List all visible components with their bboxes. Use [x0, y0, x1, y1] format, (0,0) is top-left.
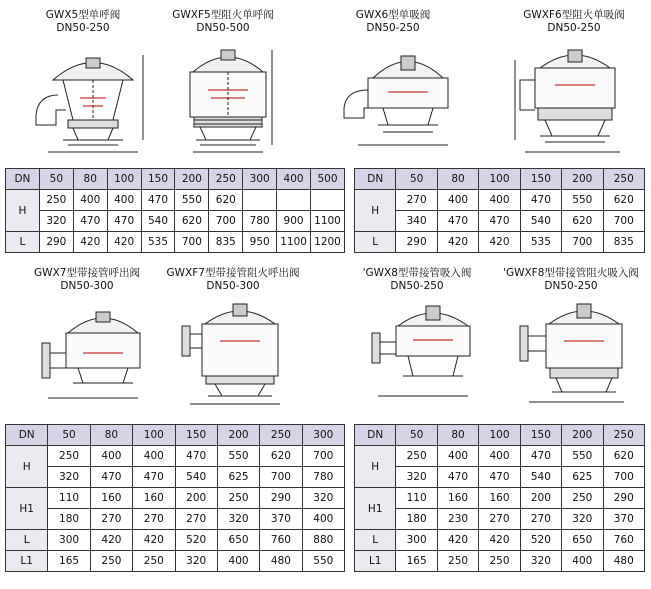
caption-size: DN50-250 [56, 22, 110, 34]
table-cell: 340 [396, 211, 437, 232]
header-cell: 200 [562, 425, 603, 446]
row-label: L [355, 232, 396, 253]
table-cell: 700 [603, 467, 644, 488]
caption-size: DN50-300 [60, 280, 114, 292]
table-cell: 290 [39, 232, 73, 253]
row-label: H [355, 190, 396, 232]
table-cell: 420 [73, 232, 107, 253]
table-cell: 270 [133, 509, 175, 530]
table-row [355, 488, 645, 509]
table-cell [243, 190, 277, 211]
row-label: L [6, 232, 40, 253]
valve-drawing-gwxf8 [514, 296, 634, 408]
caption-size: DN50-300 [206, 280, 260, 292]
table-cell: 250 [217, 488, 259, 509]
table-row [6, 190, 345, 211]
table-row [355, 551, 645, 572]
spec-table-gwx5-gwxf5 [5, 168, 345, 253]
header-cell: 200 [562, 169, 603, 190]
table-cell: 290 [396, 232, 437, 253]
table-cell: 480 [260, 551, 302, 572]
table-cell: 470 [73, 211, 107, 232]
table-cell: 760 [603, 530, 644, 551]
table-cell: 650 [562, 530, 603, 551]
table-cell: 250 [48, 446, 90, 467]
table-cell: 550 [217, 446, 259, 467]
table-cell: 620 [603, 190, 644, 211]
table-cell: 160 [479, 488, 520, 509]
table-cell: 270 [175, 509, 217, 530]
caption-gwxf5 [163, 9, 283, 35]
header-cell: 250 [603, 425, 644, 446]
table-cell: 250 [562, 488, 603, 509]
header-cell-dn: DN [355, 169, 396, 190]
table-cell: 250 [39, 190, 73, 211]
table-cell: 270 [520, 509, 561, 530]
table-cell: 400 [562, 551, 603, 572]
table-cell: 550 [175, 190, 209, 211]
table-cell: 300 [48, 530, 90, 551]
table-cell: 200 [520, 488, 561, 509]
table-cell: 520 [520, 530, 561, 551]
table-cell: 400 [302, 509, 344, 530]
caption-gwxf8 [496, 267, 646, 293]
table-cell: 880 [302, 530, 344, 551]
table-cell: 320 [396, 467, 437, 488]
header-cell-dn: DN [6, 425, 48, 446]
row-label: H [6, 190, 40, 232]
header-cell: 150 [520, 169, 561, 190]
table-cell: 420 [107, 232, 141, 253]
header-cell: 200 [217, 425, 259, 446]
table-cell: 550 [562, 190, 603, 211]
table-cell: 180 [48, 509, 90, 530]
table-cell: 270 [90, 509, 132, 530]
table-cell [311, 190, 345, 211]
table-cell: 470 [479, 467, 520, 488]
table-row [355, 211, 645, 232]
header-cell: 50 [396, 425, 437, 446]
header-cell: 300 [243, 169, 277, 190]
table-cell: 470 [133, 467, 175, 488]
table-cell: 160 [133, 488, 175, 509]
caption-model: GWXF6型阻火单吸阀 [523, 9, 625, 21]
caption-gwxf7 [158, 267, 308, 293]
valve-drawing-gwxf7 [180, 296, 290, 408]
caption-size: DN50-250 [390, 280, 444, 292]
table-cell: 950 [243, 232, 277, 253]
header-cell: 100 [133, 425, 175, 446]
caption-size: DN50-250 [366, 22, 420, 34]
table-cell: 420 [90, 530, 132, 551]
table-cell: 165 [396, 551, 437, 572]
valve-drawing-gwx6 [338, 40, 458, 158]
caption-size: DN50-250 [547, 22, 601, 34]
caption-size: DN50-500 [196, 22, 250, 34]
header-cell: 300 [302, 425, 344, 446]
row-label: H [6, 446, 48, 488]
spec-table-gwx6-gwxf6 [354, 168, 645, 253]
table-cell: 760 [260, 530, 302, 551]
header-cell: 250 [260, 425, 302, 446]
spec-table-gwx8-gwxf8 [354, 424, 645, 572]
table-row [6, 488, 345, 509]
valve-drawing-gwx7 [38, 298, 148, 408]
table-cell: 1200 [311, 232, 345, 253]
header-cell: 150 [141, 169, 175, 190]
row-label: H1 [355, 488, 396, 530]
row-label: L1 [355, 551, 396, 572]
caption-model: GWX7型带接管呼出阀 [34, 267, 140, 279]
caption-gwx5 [38, 9, 128, 35]
header-cell: 500 [311, 169, 345, 190]
table-cell: 620 [562, 211, 603, 232]
caption-gwx8 [352, 267, 482, 293]
header-cell: 80 [73, 169, 107, 190]
table-cell: 400 [437, 190, 478, 211]
header-cell: 80 [437, 169, 478, 190]
header-cell: 50 [396, 169, 437, 190]
table-cell: 470 [107, 211, 141, 232]
header-cell: 200 [175, 169, 209, 190]
table-cell: 540 [520, 211, 561, 232]
table-cell: 400 [217, 551, 259, 572]
table-cell: 835 [209, 232, 243, 253]
table-cell: 470 [479, 211, 520, 232]
table-cell: 420 [437, 232, 478, 253]
row-label: H1 [6, 488, 48, 530]
table-row [6, 551, 345, 572]
header-cell: 250 [209, 169, 243, 190]
header-cell-dn: DN [355, 425, 396, 446]
spec-table-gwx7-gwxf7 [5, 424, 345, 572]
caption-model: GWXF5型阻火单呼阀 [172, 9, 274, 21]
row-label: L1 [6, 551, 48, 572]
table-row [6, 509, 345, 530]
table-cell: 110 [396, 488, 437, 509]
caption-model: GWX6型单吸阀 [355, 9, 431, 21]
table-cell: 320 [302, 488, 344, 509]
table-cell: 625 [217, 467, 259, 488]
header-cell-dn: DN [6, 169, 40, 190]
table-cell: 370 [260, 509, 302, 530]
table-cell: 300 [396, 530, 437, 551]
table-cell: 400 [73, 190, 107, 211]
table-cell: 700 [562, 232, 603, 253]
table-cell: 400 [479, 190, 520, 211]
table-cell: 290 [260, 488, 302, 509]
header-cell: 400 [277, 169, 311, 190]
table-cell: 290 [603, 488, 644, 509]
table-cell: 650 [217, 530, 259, 551]
table-cell: 320 [520, 551, 561, 572]
table-cell: 165 [48, 551, 90, 572]
table-cell: 1100 [311, 211, 345, 232]
table-cell: 400 [133, 446, 175, 467]
table-cell: 420 [479, 530, 520, 551]
table-cell: 470 [437, 467, 478, 488]
table-cell: 700 [175, 232, 209, 253]
table-cell: 370 [603, 509, 644, 530]
row-label: L [6, 530, 48, 551]
table-cell: 535 [141, 232, 175, 253]
table-cell: 320 [217, 509, 259, 530]
header-cell: 150 [175, 425, 217, 446]
table-cell: 160 [90, 488, 132, 509]
valve-drawing-gwxf5 [178, 40, 278, 158]
table-cell: 320 [39, 211, 73, 232]
caption-size: DN50-250 [544, 280, 598, 292]
table-cell: 250 [396, 446, 437, 467]
table-row [355, 446, 645, 467]
caption-model: 'GWX8型带接管吸入阀 [362, 267, 472, 279]
header-cell: 100 [479, 169, 520, 190]
table-cell: 835 [603, 232, 644, 253]
valve-drawing-gwx5 [28, 40, 158, 158]
header-cell: 50 [39, 169, 73, 190]
table-cell: 400 [90, 446, 132, 467]
table-row [6, 232, 345, 253]
table-cell: 470 [437, 211, 478, 232]
table-cell: 400 [479, 446, 520, 467]
caption-model: GWXF7型带接管阻火呼出阀 [166, 267, 300, 279]
caption-gwxf6 [514, 9, 634, 35]
table-cell: 780 [302, 467, 344, 488]
table-cell: 470 [520, 446, 561, 467]
row-label: L [355, 530, 396, 551]
header-cell: 100 [479, 425, 520, 446]
table-cell: 540 [175, 467, 217, 488]
table-cell: 540 [141, 211, 175, 232]
table-cell: 400 [437, 446, 478, 467]
table-row [355, 530, 645, 551]
caption-model: 'GWXF8型带接管阻火吸入阀 [503, 267, 639, 279]
table-cell: 470 [141, 190, 175, 211]
table-cell: 470 [175, 446, 217, 467]
table-cell: 180 [396, 509, 437, 530]
table-cell: 250 [133, 551, 175, 572]
table-cell: 420 [479, 232, 520, 253]
header-cell: 50 [48, 425, 90, 446]
valve-drawing-gwxf6 [510, 40, 630, 158]
table-row [355, 509, 645, 530]
table-header-row [6, 169, 345, 190]
table-cell: 620 [603, 446, 644, 467]
table-header-row [355, 425, 645, 446]
table-cell: 700 [260, 467, 302, 488]
table-row [6, 446, 345, 467]
table-cell: 320 [48, 467, 90, 488]
table-cell: 540 [520, 467, 561, 488]
header-cell: 150 [520, 425, 561, 446]
table-cell: 160 [437, 488, 478, 509]
table-cell: 420 [437, 530, 478, 551]
header-cell: 80 [90, 425, 132, 446]
table-cell: 620 [175, 211, 209, 232]
table-cell: 550 [302, 551, 344, 572]
table-cell [277, 190, 311, 211]
table-cell: 470 [90, 467, 132, 488]
table-cell: 620 [209, 190, 243, 211]
table-cell: 625 [562, 467, 603, 488]
table-row [355, 467, 645, 488]
table-cell: 250 [479, 551, 520, 572]
table-cell: 700 [603, 211, 644, 232]
table-row [6, 467, 345, 488]
row-label: H [355, 446, 396, 488]
table-cell: 420 [133, 530, 175, 551]
table-row [355, 232, 645, 253]
table-header-row [355, 169, 645, 190]
table-cell: 400 [107, 190, 141, 211]
valve-drawing-gwx8 [368, 298, 478, 408]
table-cell: 550 [562, 446, 603, 467]
table-cell: 320 [562, 509, 603, 530]
table-row [6, 211, 345, 232]
table-cell: 700 [302, 446, 344, 467]
table-cell: 200 [175, 488, 217, 509]
table-cell: 900 [277, 211, 311, 232]
header-cell: 250 [603, 169, 644, 190]
table-cell: 535 [520, 232, 561, 253]
table-cell: 110 [48, 488, 90, 509]
table-row [355, 190, 645, 211]
caption-gwx7 [22, 267, 152, 293]
table-cell: 270 [479, 509, 520, 530]
table-cell: 1100 [277, 232, 311, 253]
table-cell: 620 [260, 446, 302, 467]
table-cell: 250 [90, 551, 132, 572]
table-header-row [6, 425, 345, 446]
table-cell: 250 [437, 551, 478, 572]
table-cell: 520 [175, 530, 217, 551]
table-cell: 480 [603, 551, 644, 572]
table-cell: 780 [243, 211, 277, 232]
table-row [6, 530, 345, 551]
header-cell: 80 [437, 425, 478, 446]
caption-gwx6 [348, 9, 438, 35]
table-cell: 470 [520, 190, 561, 211]
header-cell: 100 [107, 169, 141, 190]
table-cell: 320 [175, 551, 217, 572]
table-cell: 700 [209, 211, 243, 232]
table-cell: 270 [396, 190, 437, 211]
table-cell: 230 [437, 509, 478, 530]
caption-model: GWX5型单呼阀 [45, 9, 121, 21]
